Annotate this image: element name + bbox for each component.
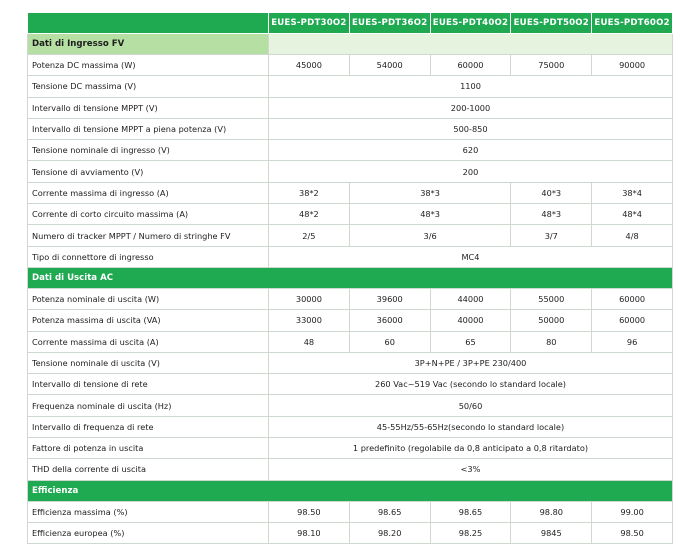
value-cell: 44000 <box>430 288 511 309</box>
value-cell: 45000 <box>269 55 350 76</box>
value-cell: 40*3 <box>511 182 592 203</box>
row-label: Potenza massima di uscita (VA) <box>28 310 269 331</box>
table-row <box>28 416 673 437</box>
value-cell: 48*3 <box>511 204 592 225</box>
header-blank-cell <box>28 13 269 34</box>
section-header-row <box>28 267 673 288</box>
model-header: EUES-PDT30O2 <box>269 13 350 34</box>
value-cell: 200-1000 <box>269 97 673 118</box>
table-row <box>28 374 673 395</box>
table-row <box>28 118 673 139</box>
row-label: Efficienza massima (%) <box>28 501 269 522</box>
table-row <box>28 97 673 118</box>
value-cell: 30000 <box>269 288 350 309</box>
value-cell: 98.65 <box>430 501 511 522</box>
section-header-row <box>28 34 673 55</box>
value-cell: 1100 <box>269 76 673 97</box>
value-cell: 38*3 <box>349 182 511 203</box>
row-label: Efficienza europea (%) <box>28 522 269 543</box>
value-cell: 3/7 <box>511 225 592 246</box>
table-row <box>28 204 673 225</box>
value-cell: 500-850 <box>269 118 673 139</box>
row-label: Tensione nominale di ingresso (V) <box>28 140 269 161</box>
value-cell: 33000 <box>269 310 350 331</box>
model-header: EUES-PDT50O2 <box>511 13 592 34</box>
value-cell: 50/60 <box>269 395 673 416</box>
value-cell: 50000 <box>511 310 592 331</box>
value-cell: 60000 <box>592 288 673 309</box>
row-label: Tensione di avviamento (V) <box>28 161 269 182</box>
value-cell: 98.20 <box>349 522 430 543</box>
table-row <box>28 331 673 352</box>
value-cell: 2/5 <box>269 225 350 246</box>
row-label: Corrente massima di uscita (A) <box>28 331 269 352</box>
table-row <box>28 459 673 480</box>
value-cell: 48*3 <box>349 204 511 225</box>
value-cell: 1 predefinito (regolabile da 0,8 anticipato a 0,8 ritardato) <box>269 438 673 459</box>
value-cell: 38*2 <box>269 182 350 203</box>
spec-sheet <box>27 12 672 544</box>
value-cell: 9845 <box>511 522 592 543</box>
value-cell: 60 <box>349 331 430 352</box>
table-row <box>28 140 673 161</box>
table-row <box>28 76 673 97</box>
value-cell: 60000 <box>592 310 673 331</box>
value-cell: 60000 <box>430 55 511 76</box>
table-row <box>28 395 673 416</box>
value-cell: 55000 <box>511 288 592 309</box>
value-cell: 98.25 <box>430 522 511 543</box>
value-cell: MC4 <box>269 246 673 267</box>
value-cell: 38*4 <box>592 182 673 203</box>
table-row <box>28 246 673 267</box>
table-row <box>28 182 673 203</box>
row-label: Potenza DC massima (W) <box>28 55 269 76</box>
model-header: EUES-PDT60O2 <box>592 13 673 34</box>
value-cell: 98.80 <box>511 501 592 522</box>
value-cell: 99.00 <box>592 501 673 522</box>
row-label: Intervallo di tensione MPPT a piena potenza (V) <box>28 118 269 139</box>
row-label: Intervallo di tensione di rete <box>28 374 269 395</box>
header-row <box>28 13 673 34</box>
value-cell: 48*2 <box>269 204 350 225</box>
table-row <box>28 225 673 246</box>
row-label: Intervallo di frequenza di rete <box>28 416 269 437</box>
value-cell: 96 <box>592 331 673 352</box>
value-cell: 98.65 <box>349 501 430 522</box>
value-cell: 45-55Hz/55-65Hz(secondo lo standard locale) <box>269 416 673 437</box>
section-title-fill <box>269 34 673 55</box>
value-cell: 4/8 <box>592 225 673 246</box>
spec-table-body <box>28 34 673 544</box>
spec-table <box>27 12 673 544</box>
value-cell: 80 <box>511 331 592 352</box>
value-cell: 98.50 <box>592 522 673 543</box>
table-row <box>28 438 673 459</box>
section-header-row <box>28 480 673 501</box>
row-label: Tensione nominale di uscita (V) <box>28 352 269 373</box>
value-cell: 200 <box>269 161 673 182</box>
row-label: Numero di tracker MPPT / Numero di stringhe FV <box>28 225 269 246</box>
row-label: Tipo di connettore di ingresso <box>28 246 269 267</box>
section-title: Dati di Uscita AC <box>28 267 673 288</box>
value-cell: 36000 <box>349 310 430 331</box>
table-row <box>28 161 673 182</box>
value-cell: 3P+N+PE / 3P+PE 230/400 <box>269 352 673 373</box>
value-cell: 40000 <box>430 310 511 331</box>
row-label: Fattore di potenza in uscita <box>28 438 269 459</box>
value-cell: 48 <box>269 331 350 352</box>
value-cell: 98.10 <box>269 522 350 543</box>
model-header: EUES-PDT40O2 <box>430 13 511 34</box>
row-label: Intervallo di tensione MPPT (V) <box>28 97 269 118</box>
row-label: Tensione DC massima (V) <box>28 76 269 97</box>
row-label: Corrente di corto circuito massima (A) <box>28 204 269 225</box>
value-cell: 65 <box>430 331 511 352</box>
row-label: Potenza nominale di uscita (W) <box>28 288 269 309</box>
table-row <box>28 501 673 522</box>
value-cell: 98.50 <box>269 501 350 522</box>
value-cell: <3% <box>269 459 673 480</box>
value-cell: 48*4 <box>592 204 673 225</box>
value-cell: 3/6 <box>349 225 511 246</box>
table-row <box>28 352 673 373</box>
value-cell: 260 Vac~519 Vac (secondo lo standard locale) <box>269 374 673 395</box>
model-header: EUES-PDT36O2 <box>349 13 430 34</box>
table-row <box>28 522 673 543</box>
section-title: Efficienza <box>28 480 673 501</box>
value-cell: 75000 <box>511 55 592 76</box>
row-label: THD della corrente di uscita <box>28 459 269 480</box>
row-label: Corrente massima di ingresso (A) <box>28 182 269 203</box>
section-title: Dati di Ingresso FV <box>28 34 269 55</box>
table-row <box>28 288 673 309</box>
value-cell: 39600 <box>349 288 430 309</box>
value-cell: 620 <box>269 140 673 161</box>
value-cell: 90000 <box>592 55 673 76</box>
table-row <box>28 310 673 331</box>
row-label: Frequenza nominale di uscita (Hz) <box>28 395 269 416</box>
table-row <box>28 55 673 76</box>
value-cell: 54000 <box>349 55 430 76</box>
